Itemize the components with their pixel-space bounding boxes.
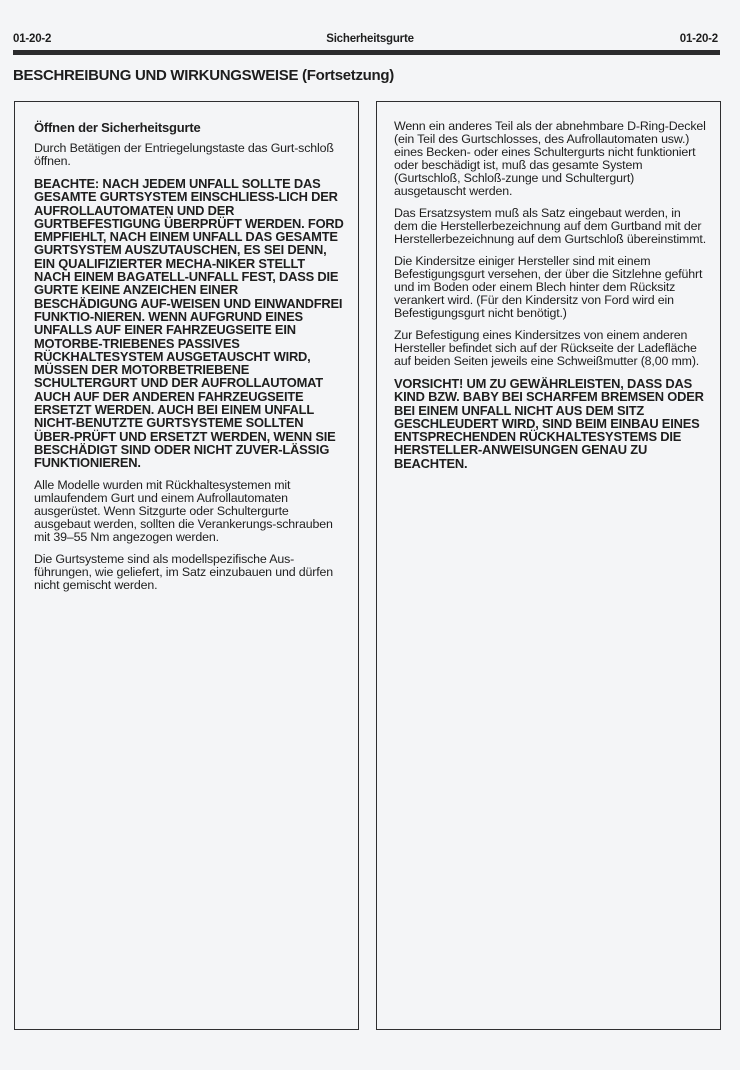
page-header-title: Sicherheitsgurte (326, 33, 414, 45)
paragraph-belt-systems: Die Gurtsysteme sind als modellspezifische Aus-führungen, wie geliefert, im Satz einzubauen und dürfen nicht gemischt werden. (34, 551, 333, 592)
paragraph-unlock: Durch Betätigen der Entriegelungstaste das Gurt-schloß öffnen. (34, 141, 334, 168)
right-column-box (376, 101, 721, 1030)
left-column-box (14, 101, 359, 1030)
paragraph-weld-nut: Zur Befestigung eines Kindersitzes von einem anderen Hersteller befindet sich auf der Rückseite der Ladefläche auf beiden Seiten jeweils eine Schweißmutter (8,00 mm). (394, 328, 700, 368)
paragraph-replacement: Wenn ein anderes Teil als der abnehmbare D-Ring-Deckel (ein Teil des Gurtschlosses, des Aufrollautomaten usw.) eines Becken- oder eines Schultergurts nicht funktioniert oder beschädigt ist, muß das gesamte System (Gurtschloß, Schloß-zunge und Schultergurt) ausgetauscht werden. (394, 119, 706, 198)
section-title: BESCHREIBUNG UND WIRKUNGSWEISE (Fortsetzung) (13, 67, 394, 84)
header-rule (13, 50, 720, 55)
paragraph-child-seats: Die Kindersitze einiger Hersteller sind mit einem Befestigungsgurt versehen, der über die Sitzlehne geführt und im Boden oder einem Blech hinter dem Rücksitz verankert wird. (Für den Kindersitz von Ford wird ein Befestigungsgurt nicht benötigt.) (394, 254, 703, 320)
subsection-heading: Öffnen der Sicherheitsgurte (34, 120, 201, 135)
paragraph-replacement-set: Das Ersatzsystem muß als Satz eingebaut werden, in dem die Herstellerbezeichnung auf dem Gurtband mit der Herstellerbezeichnung auf dem Gurtschloß übereinstimmt. (394, 206, 706, 246)
page-number-right: 01-20-2 (679, 33, 718, 45)
warning-note: BEACHTE: NACH JEDEM UNFALL SOLLTE DAS GESAMTE GURTSYSTEM EINSCHLIESS-LICH DER AUFROLLAUTOMATEN UND DER GURTBEFESTIGUNG ÜBERPRÜFT WERDEN. FORD EMPFIEHLT, NACH EINEM UNFALL DAS GESAMTE GURTSYSTEM AUSZUTAUSCHEN, ES SEI DENN, EIN QUALIFIZIERTER MECHA-NIKER STELLT NACH EINEM BAGATELL-UNFALL FEST, DASS DIE GURTE KEINE ANZEICHEN EINER BESCHÄDIGUNG AUF-WEISEN UND EINWANDFREI FUNKTIO-NIEREN. WENN AUFGRUND EINES UNFALLS AUF EINER FAHRZEUGSEITE EIN MOTORBE-TRIEBENES PASSIVES RÜCKHALTESYSTEM AUSGETAUSCHT WIRD, MÜSSEN DER MOTORBETRIEBENE SCHULTERGURT UND DER AUFROLLAUTOMAT AUCH AUF DER ANDEREN FAHRZEUGSEITE ERSETZT WERDEN. AUCH BEI EINEM UNFALL NICHT-BENUTZTE GURTSYSTEME SOLLTEN ÜBER-PRÜFT UND ERSETZT WERDEN, WENN SIE BESCHÄDIGT SIND ODER NICHT ZUVER-LÄSSIG FUNKTIONIEREN. (34, 176, 344, 471)
page-number-left: 01-20-2 (13, 33, 52, 45)
paragraph-models: Alle Modelle wurden mit Rückhaltesystemen mit umlaufendem Gurt und einem Aufrollautomaten ausgerüstet. Wenn Sitzgurte oder Schultergurte ausgebaut werden, sollten die Verankerungs-schrauben mit 39–55 Nm angezogen werden. (34, 477, 333, 544)
caution-note: VORSICHT! UM ZU GEWÄHRLEISTEN, DASS DAS KIND BZW. BABY BEI SCHARFEM BREMSEN ODER BEI EINEM UNFALL NICHT AUS DEM SITZ GESCHLEUDERT WIRD, SIND BEIM EINBAU EINES ENTSPRECHENDEN RÜCKHALTESYSTEMS DIE HERSTELLER-ANWEISUNGEN GENAU ZU BEACHTEN. (394, 376, 704, 471)
